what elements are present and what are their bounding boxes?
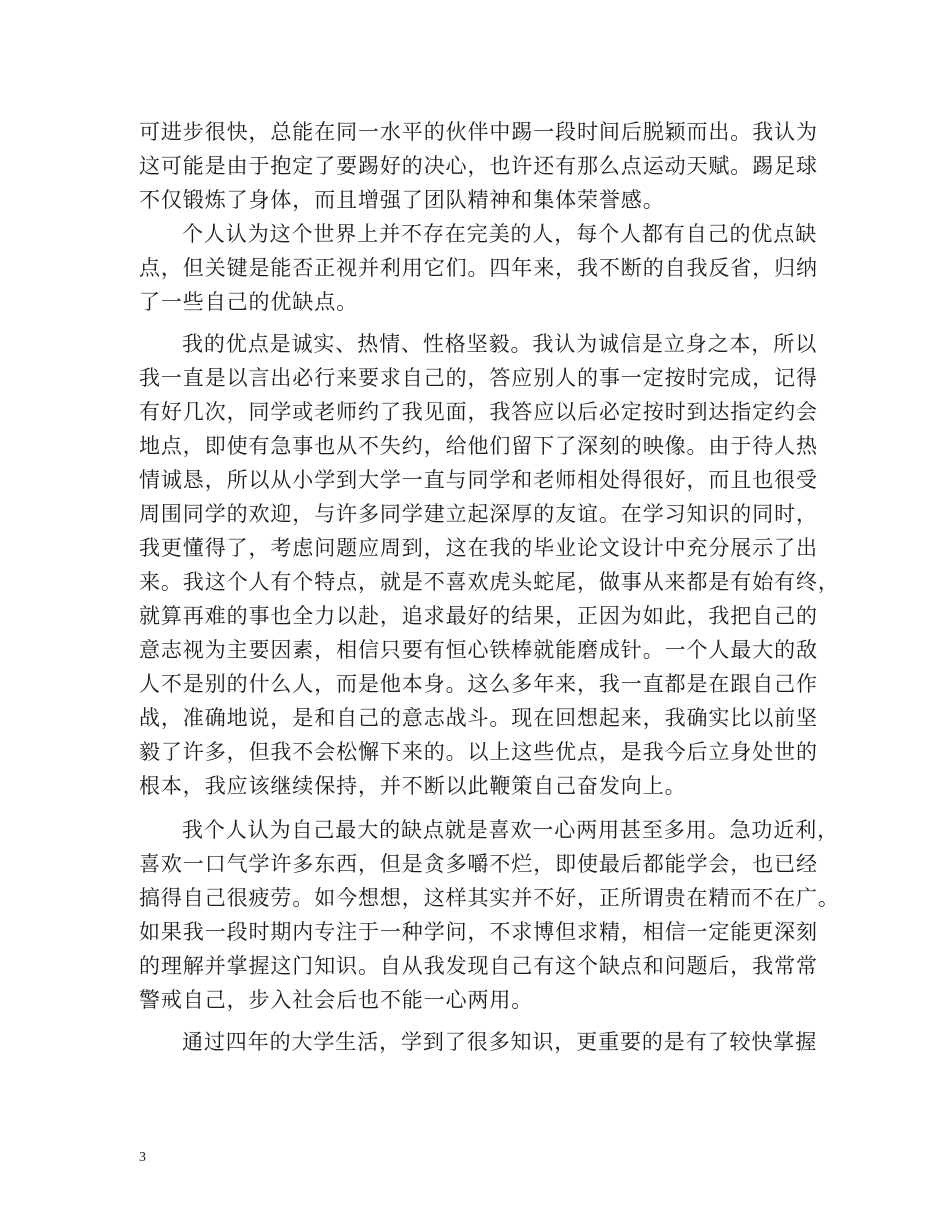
body-text-line: 如果我一段时期内专注于一种学问，不求博但求精，相信一定能更深刻 (139, 920, 818, 944)
body-text-line: 毅了许多，但我不会松懈下来的。以上这些优点，是我今后立身处世的 (139, 740, 818, 764)
body-text-line: 有好几次，同学或老师约了我见面，我答应以后必定按时到达指定约会 (139, 400, 818, 424)
body-text-line: 点，但关键是能否正视并利用它们。四年来，我不断的自我反省，归纳 (139, 256, 818, 280)
body-text-line: 就算再难的事也全力以赴，追求最好的结果，正因为如此，我把自己的 (139, 604, 818, 628)
body-text-line: 周围同学的欢迎，与许多同学建立起深厚的友谊。在学习知识的同时， (139, 502, 818, 526)
page-number: 3 (139, 1150, 146, 1165)
body-text-line: 人不是别的什么人，而是他本身。这么多年来，我一直都是在跟自己作 (139, 672, 818, 696)
body-text-line: 战，准确地说，是和自己的意志战斗。现在回想起来，我确实比以前坚 (139, 706, 818, 730)
body-text-line: 了一些自己的优缺点。 (139, 290, 358, 314)
body-text-line: 来。我这个人有个特点，就是不喜欢虎头蛇尾，做事从来都是有始有终， (139, 570, 840, 594)
body-text-line: 根本，我应该继续保持，并不断以此鞭策自己奋发向上。 (139, 774, 687, 798)
paragraph-first-line: 我个人认为自己最大的缺点就是喜欢一心两用甚至多用。急功近利， (182, 818, 839, 842)
body-text-line: 情诚恳，所以从小学到大学一直与同学和老师相处得很好，而且也很受 (139, 468, 818, 492)
body-text-line: 搞得自己很疲劳。如今想想，这样其实并不好，正所谓贵在精而不在广。 (139, 886, 840, 910)
body-text-line: 意志视为主要因素，相信只要有恒心铁棒就能磨成针。一个人最大的敌 (139, 638, 818, 662)
body-text-line: 我更懂得了，考虑问题应周到，这在我的毕业论文设计中充分展示了出 (139, 536, 818, 560)
body-text-line: 地点，即使有急事也从不失约，给他们留下了深刻的映像。由于待人热 (139, 434, 818, 458)
body-text-line: 可进步很快，总能在同一水平的伙伴中踢一段时间后脱颖而出。我认为 (139, 120, 818, 144)
body-text-line: 这可能是由于抱定了要踢好的决心，也许还有那么点运动天赋。踢足球 (139, 154, 818, 178)
body-text-line: 我一直是以言出必行来要求自己的，答应别人的事一定按时完成，记得 (139, 366, 818, 390)
body-text-line: 喜欢一口气学许多东西，但是贪多嚼不烂，即使最后都能学会，也已经 (139, 852, 818, 876)
paragraph-first-line: 个人认为这个世界上并不存在完美的人，每个人都有自己的优点缺 (182, 222, 818, 246)
paragraph-first-line: 我的优点是诚实、热情、性格坚毅。我认为诚信是立身之本，所以 (182, 332, 818, 356)
paragraph-first-line: 通过四年的大学生活，学到了很多知识，更重要的是有了较快掌握 (182, 1030, 818, 1054)
body-text-line: 警戒自己，步入社会后也不能一心两用。 (139, 988, 534, 1012)
body-text-line: 不仅锻炼了身体，而且增强了团队精神和集体荣誉感。 (139, 188, 665, 212)
body-text-line: 的理解并掌握这门知识。自从我发现自己有这个缺点和问题后，我常常 (139, 954, 818, 978)
